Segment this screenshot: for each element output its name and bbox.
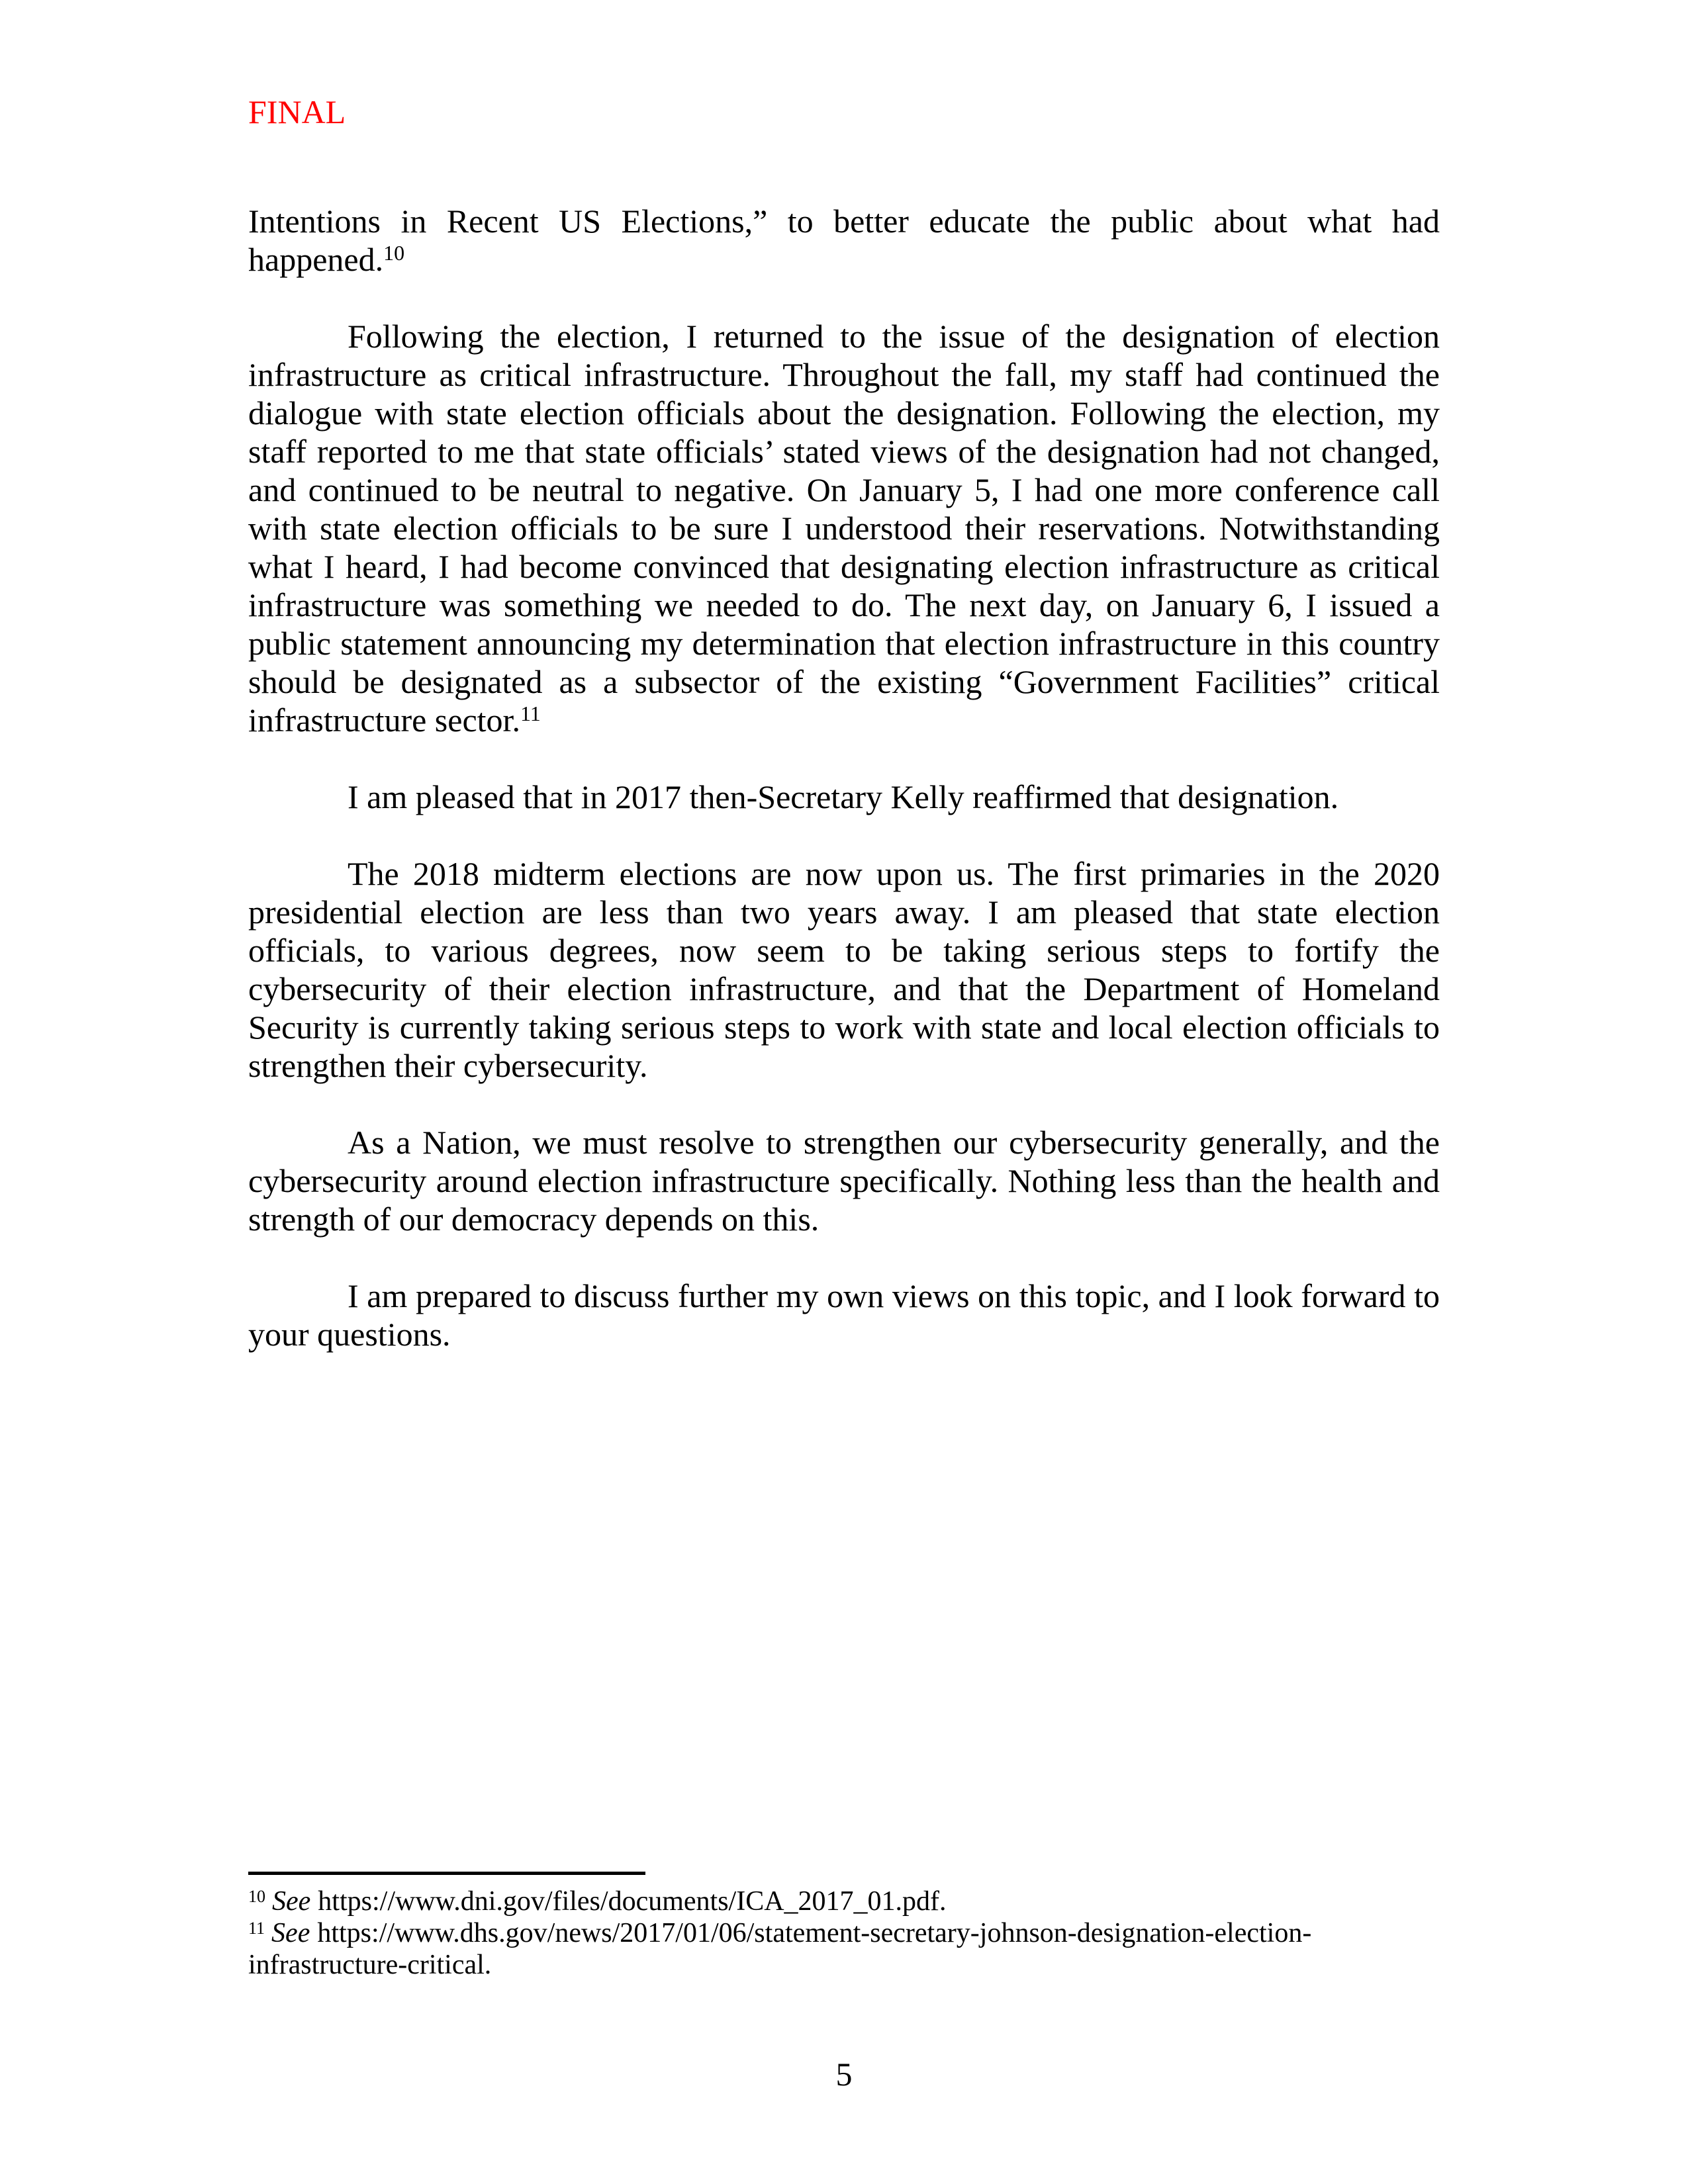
footnote-ref-superscript: 11 xyxy=(520,702,541,725)
paragraph-text: I am prepared to discuss further my own views on this topic, and I look forward to your questions. xyxy=(248,1277,1440,1353)
footnote-ref-superscript: 10 xyxy=(383,241,405,265)
paragraph xyxy=(248,778,1440,816)
footnote-separator-rule xyxy=(248,1872,645,1875)
footnotes-section xyxy=(248,1872,1440,1981)
paragraph-text: The 2018 midterm elections are now upon us. The first primaries in the 2020 presidential election are less than two years away. I am pleased that state election officials, to various degrees, now seem to be taking serious steps to fortify the cybersecurity of their election infrastructure, and that the Department of Homeland Security is currently taking serious steps to work with state and local election officials to strengthen their cybersecurity. xyxy=(248,855,1440,1084)
footnote xyxy=(248,1886,1440,1917)
footnote-see-label: See xyxy=(271,1918,310,1948)
paragraph xyxy=(248,202,1440,279)
footnote-number: 10 xyxy=(248,1887,265,1907)
paragraph xyxy=(248,1123,1440,1238)
final-status-label: FINAL xyxy=(248,93,346,130)
footnote-url: https://www.dhs.gov/news/2017/01/06/statement-secretary-johnson-designation-election-infrastructure-critical. xyxy=(248,1918,1312,1980)
paragraph-text: Intentions in Recent US Elections,” to better educate the public about what had happened. xyxy=(248,203,1440,278)
paragraph-text: I am pleased that in 2017 then-Secretary Kelly reaffirmed that designation. xyxy=(348,778,1339,815)
paragraph xyxy=(248,854,1440,1085)
footnote-url: https://www.dni.gov/files/documents/ICA_2017_01.pdf. xyxy=(318,1886,947,1917)
paragraph-text: As a Nation, we must resolve to strengthen our cybersecurity generally, and the cybersecurity around election infrastructure specifically. Nothing less than the health and strength of our democracy depends on this. xyxy=(248,1124,1440,1238)
document-body xyxy=(248,202,1440,1353)
page-number: 5 xyxy=(835,2056,853,2093)
paragraph-text: Following the election, I returned to the issue of the designation of election infrastructure as critical infrastructure. Throughout the fall, my staff had continued the dialogue with state election officials about the designation. Following the election, my staff reported to me that state officials’ stated views of the designation had not changed, and continued to be neutral to negative. On January 5, I had one more conference call with state election officials to be sure I understood their reservations. Notwithstanding what I heard, I had become convinced that designating election infrastructure as critical infrastructure was something we needed to do. The next day, on January 6, I issued a public statement announcing my determination that election infrastructure in this country should be designated as a subsector of the existing “Government Facilities” critical infrastructure sector. xyxy=(248,318,1440,739)
footnote xyxy=(248,1917,1440,1981)
footnote-see-label: See xyxy=(272,1886,311,1917)
footnote-number: 11 xyxy=(248,1919,265,1938)
paragraph xyxy=(248,317,1440,739)
paragraph xyxy=(248,1277,1440,1353)
